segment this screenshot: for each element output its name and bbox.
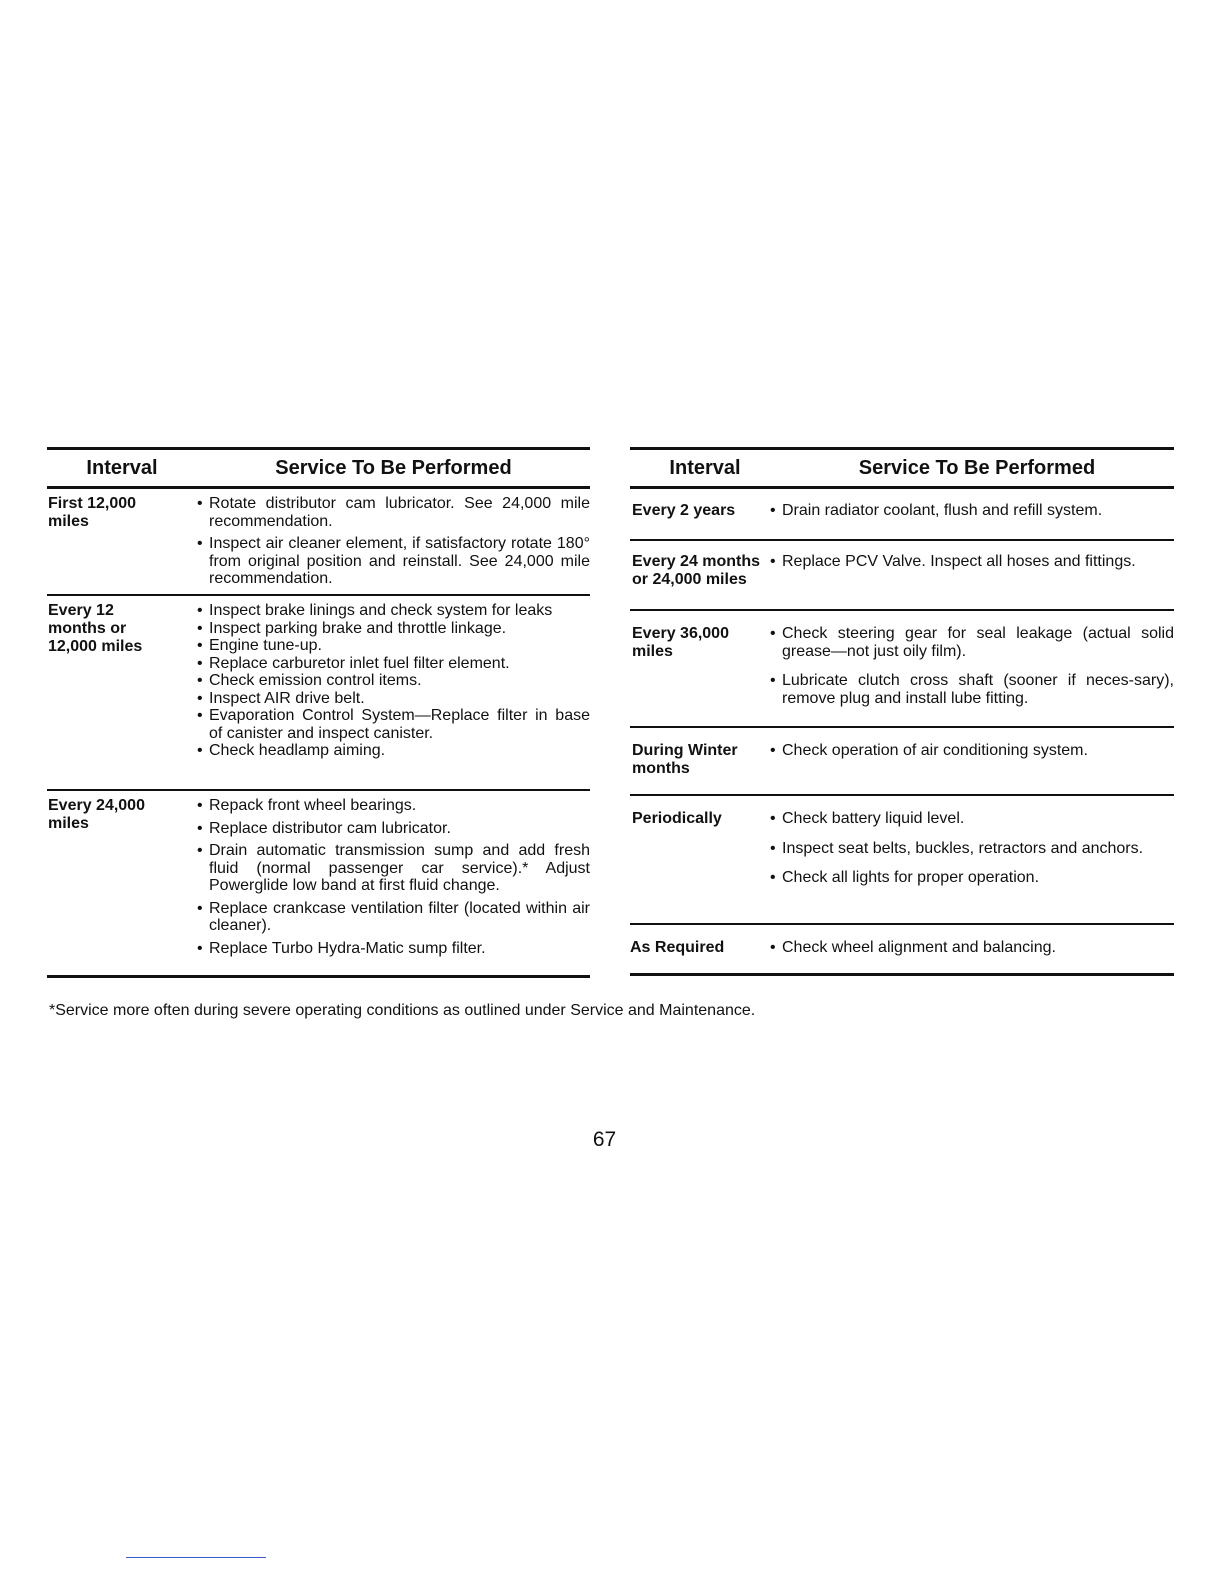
divider (126, 1557, 266, 1558)
interval-cell: Every 24 months or 24,000 miles (632, 553, 761, 588)
service-item: • Replace crankcase ventilation filter (located within air cleaner). (197, 900, 590, 935)
service-item: • Replace carburetor inlet fuel filter element. (197, 655, 590, 673)
service-item: • Replace distributor cam lubricator. (197, 820, 590, 838)
service-list (770, 541, 1174, 609)
table-row (47, 489, 590, 596)
table-header (47, 450, 590, 489)
service-item: • Check battery liquid level. (770, 810, 1174, 828)
service-item: • Lubricate clutch cross shaft (sooner if neces-sary), remove plug and install lube fitting. (770, 672, 1174, 707)
table-row (630, 925, 1174, 973)
service-item: • Evaporation Control System—Replace filter in base of canister and inspect canister. (197, 707, 590, 742)
service-item: • Check emission control items. (197, 672, 590, 690)
service-list (197, 596, 590, 789)
service-item: • Rotate distributor cam lubricator. See 24,000 mile recommendation. (197, 495, 590, 530)
interval-cell: Every 36,000 miles (632, 625, 729, 660)
interval-column-header: Interval (86, 456, 158, 479)
service-item: • Inspect brake linings and check system for leaks (197, 602, 590, 620)
service-item: • Inspect seat belts, buckles, retractors and anchors. (770, 840, 1174, 858)
service-item: • Drain radiator coolant, flush and refill system. (770, 502, 1174, 520)
interval-cell: First 12,000 miles (48, 495, 137, 530)
service-item: • Check steering gear for seal leakage (actual solid grease—not just oily film). (770, 625, 1174, 660)
interval-cell: Every 12 months or 12,000 miles (48, 602, 143, 655)
service-list (770, 925, 1174, 973)
interval-cell: Every 2 years (632, 502, 736, 519)
service-column-header: Service To Be Performed (275, 456, 512, 479)
table-row (630, 611, 1174, 728)
service-column-header: Service To Be Performed (858, 456, 1096, 479)
table-row (630, 489, 1174, 541)
maintenance-table-right (630, 447, 1174, 976)
service-list (770, 611, 1174, 726)
service-item: • Inspect air cleaner element, if satisfactory rotate 180° from original position and reinstall. See 24,000 mile recommendation. (197, 535, 590, 588)
service-item: • Inspect parking brake and throttle linkage. (197, 620, 590, 638)
table-row (47, 596, 590, 791)
table-header (630, 450, 1174, 489)
service-list (197, 489, 590, 594)
interval-cell: Periodically (632, 810, 722, 827)
service-item: • Replace Turbo Hydra-Matic sump filter. (197, 940, 590, 958)
service-item: • Check wheel alignment and balancing. (770, 939, 1174, 957)
service-item: • Inspect AIR drive belt. (197, 690, 590, 708)
table-row (630, 541, 1174, 611)
interval-cell: During Winter months (632, 742, 738, 777)
service-item: • Repack front wheel bearings. (197, 797, 590, 815)
service-item: • Replace PCV Valve. Inspect all hoses and fittings. (770, 553, 1174, 571)
service-item: • Check headlamp aiming. (197, 742, 590, 760)
service-list (197, 791, 590, 975)
service-list (770, 489, 1174, 539)
footnote: *Service more often during severe operating conditions as outlined under Service and Maintenance. (49, 1002, 756, 1019)
table-row (630, 796, 1174, 925)
service-item: • Drain automatic transmission sump and add fresh fluid (normal passenger car service).* Adjust Powerglide low band at first fluid change. (197, 842, 590, 895)
service-list (770, 796, 1174, 923)
service-item: • Check operation of air conditioning system. (770, 742, 1174, 760)
service-list (770, 728, 1174, 794)
interval-column-header: Interval (669, 456, 741, 479)
interval-cell: Every 24,000 miles (48, 797, 145, 832)
table-row (630, 728, 1174, 796)
service-item: • Check all lights for proper operation. (770, 869, 1174, 887)
interval-cell: As Required (630, 939, 725, 956)
service-item: • Engine tune-up. (197, 637, 590, 655)
maintenance-table-left (47, 447, 590, 978)
table-row (47, 791, 590, 975)
page-number: 67 (592, 1128, 617, 1151)
